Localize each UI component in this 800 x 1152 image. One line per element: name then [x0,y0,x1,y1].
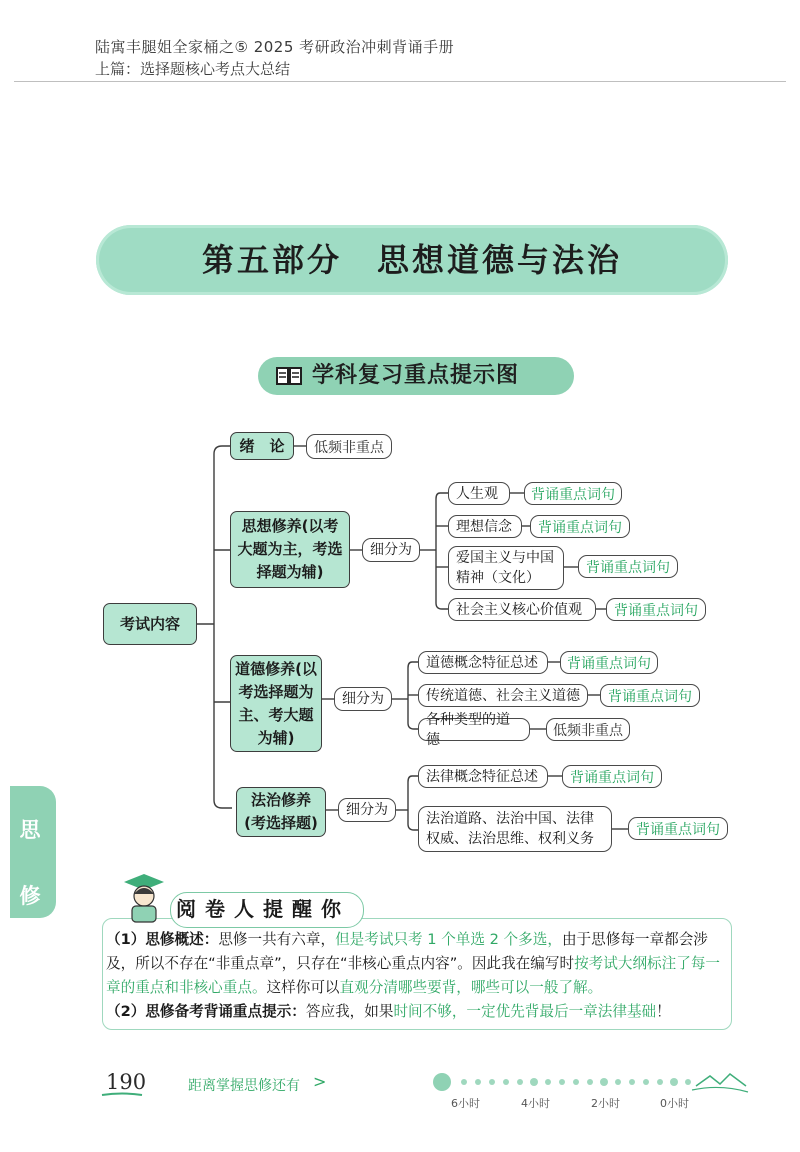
item-fazhi-daolu: 法治道路、法治中国、法律权威、法治思维、权利义务 [418,806,612,852]
node-daode: 道德修养(以考选择题为主、考大题为辅) [230,655,322,752]
item-gezhong: 各种类型的道德 [418,718,530,741]
hours-0: 0小时 [660,1097,689,1110]
connector-daode: 细分为 [334,687,392,711]
tag-hexin: 背诵重点词句 [606,598,706,621]
progress-track [430,1070,750,1096]
hours-6: 6小时 [451,1097,480,1110]
page-number: 190 [106,1070,147,1094]
progress-text: 距离掌握思修还有 [188,1078,300,1094]
p1-a: 思修一共有六章， [218,931,336,948]
connector-fazhi: 细分为 [338,798,396,822]
tag-daode-gainian: 背诵重点词句 [560,651,658,674]
tag-chuantong: 背诵重点词句 [600,684,700,707]
p1-d: 按考试大纲标注了每一章的重点和非核心重点。 [106,955,721,996]
item-hexin: 社会主义核心价值观 [448,598,596,621]
p1-f: 直观分清哪些要背，哪些可以一般了解。 [339,979,603,996]
node-sixiang: 思想修养(以考大题为主，考选择题为辅) [230,511,350,588]
side-tab-char-1: 思 [19,818,41,842]
connector-sixiang: 细分为 [362,538,420,562]
header-section-title: 上篇：选择题核心考点大总结 [95,60,291,78]
item-chuantong: 传统道德、社会主义道德 [418,684,588,707]
p1-b: 但是考试只考 1 个单选 2 个多选， [335,931,562,948]
item-daode-gainian: 道德概念特征总述 [418,651,548,674]
side-tab-char-2: 修 [19,884,41,908]
subtitle-text: 学科复习重点提示图 [312,363,520,388]
reminder-title: 阅卷人提醒你 [176,897,350,921]
hours-2: 2小时 [591,1097,620,1110]
p2-a: 答应我，如果 [305,1003,394,1020]
tag-xulun: 低频非重点 [306,434,392,459]
page-number-underline [100,1092,144,1098]
tag-fazhi-daolu: 背诵重点词句 [628,817,728,840]
root-node: 考试内容 [103,603,197,645]
reminder-paragraph-2 [106,1000,726,1024]
header-book-title: 陆寓丰腿姐全家桶之⑤ 2025 考研政治冲刺背诵手册 [95,38,455,56]
tag-gezhong: 低频非重点 [546,718,630,741]
item-lixiang: 理想信念 [448,515,522,538]
p2-b: 时间不够，一定优先背最后一章法律基础 [393,1003,657,1020]
reminder-paragraph-1 [106,928,726,1000]
progress-arrow: > [313,1072,327,1091]
teacher-icon [120,872,168,924]
reminder-body [106,928,726,1024]
node-xulun: 绪 论 [230,432,294,460]
tag-lixiang: 背诵重点词句 [530,515,630,538]
p1-label: （1）思修概述： [106,931,219,948]
tag-falv-gainian: 背诵重点词句 [562,765,662,788]
item-falv-gainian: 法律概念特征总述 [418,765,548,788]
p1-e: 这样你可以 [266,979,340,996]
part-title: 第五部分 思想道德与法治 [201,241,622,279]
p1-c: 由于思修每一章都会涉及，所以不存在“非重点章”，只存在“非核心重点内容”。因此我在编写时 [106,931,708,972]
node-fazhi: 法治修养(考选择题) [236,787,326,837]
hours-4: 4小时 [521,1097,550,1110]
tag-rensheng: 背诵重点词句 [524,482,622,505]
item-rensheng: 人生观 [448,482,510,505]
p2-label: （2）思修备考背诵重点提示： [106,1003,306,1020]
p2-c: ！ [656,1003,671,1020]
item-aiguo: 爱国主义与中国精神（文化） [448,546,564,590]
tag-aiguo: 背诵重点词句 [578,555,678,578]
